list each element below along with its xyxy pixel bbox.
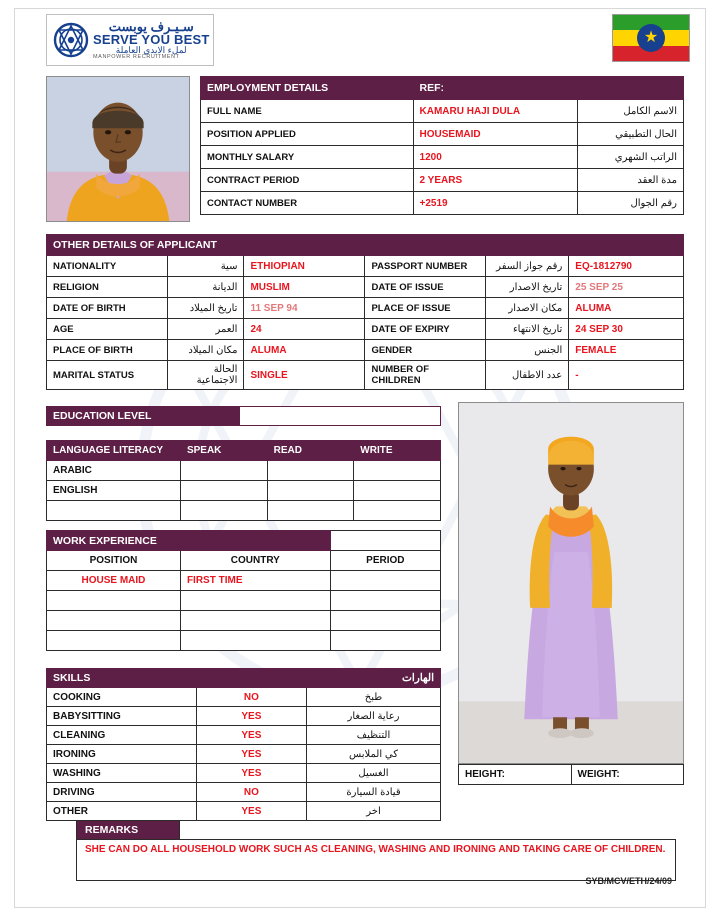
work-experience-table	[46, 530, 441, 651]
employment-details-table	[200, 76, 684, 215]
applicant-full-body-photo	[458, 402, 684, 764]
other-value-place-of-issue: ALUMA	[569, 298, 684, 319]
other-label-passport-number: PASSPORT NUMBER	[365, 256, 486, 277]
table-row	[47, 298, 684, 319]
table-row	[47, 783, 441, 802]
skill-arabic-babysitting: رعاية الصغار	[307, 707, 441, 726]
employment-arabic-position: الحال التطبيقي	[577, 123, 683, 146]
other-arabic-gender: الجنس	[486, 340, 569, 361]
other-value-date-of-expiry: 24 SEP 30	[569, 319, 684, 340]
other-details-title-blank	[365, 235, 684, 256]
skill-arabic-ironing: كي الملابس	[307, 745, 441, 764]
employment-label-salary: MONTHLY SALARY	[201, 146, 414, 169]
other-label-place-of-birth: PLACE OF BIRTH	[47, 340, 168, 361]
skill-label-driving: DRIVING	[47, 783, 197, 802]
employment-value-full-name: KAMARU HAJI DULA	[413, 100, 577, 123]
skill-value-cleaning: YES	[196, 726, 306, 745]
other-arabic-place-of-issue: مكان الاصدار	[486, 298, 569, 319]
employment-arabic-salary: الراتب الشهري	[577, 146, 683, 169]
language-header-row	[47, 441, 441, 461]
work-row-2-period	[330, 611, 440, 631]
language-column-speak: SPEAK	[180, 441, 267, 461]
language-english-speak	[180, 481, 267, 501]
other-arabic-date-of-issue: تاريخ الاصدار	[486, 277, 569, 298]
language-name-english: ENGLISH	[47, 481, 181, 501]
other-value-place-of-birth: ALUMA	[244, 340, 365, 361]
language-name-arabic: ARABIC	[47, 461, 181, 481]
skill-value-washing: YES	[196, 764, 306, 783]
other-details-title: OTHER DETAILS OF APPLICANT	[47, 235, 365, 256]
table-row	[47, 277, 684, 298]
table-row	[201, 169, 684, 192]
language-blank-write	[354, 501, 441, 521]
skill-label-washing: WASHING	[47, 764, 197, 783]
employment-title: EMPLOYMENT DETAILS	[201, 77, 414, 100]
other-label-date-of-birth: DATE OF BIRTH	[47, 298, 168, 319]
globe-icon	[51, 20, 91, 60]
remarks-section	[76, 820, 676, 881]
work-row-0-country: FIRST TIME	[180, 571, 330, 591]
skill-arabic-cleaning: التنظيف	[307, 726, 441, 745]
table-row	[201, 123, 684, 146]
table-row	[47, 501, 441, 521]
employment-ref-value	[577, 77, 683, 100]
document-header	[30, 14, 690, 72]
remarks-title: REMARKS	[76, 820, 180, 839]
height-label: HEIGHT:	[459, 765, 572, 785]
education-level-table	[46, 406, 441, 426]
table-row	[201, 100, 684, 123]
education-header-row	[47, 407, 441, 426]
work-row-0-position: HOUSE MAID	[47, 571, 181, 591]
work-column-country: COUNTRY	[180, 551, 330, 571]
employment-label-position: POSITION APPLIED	[201, 123, 414, 146]
other-arabic-marital-status: الحالة الاجتماعية	[168, 361, 244, 390]
table-row	[47, 611, 441, 631]
table-row	[47, 319, 684, 340]
table-row	[47, 340, 684, 361]
other-label-religion: RELIGION	[47, 277, 168, 298]
work-header-row	[47, 531, 441, 551]
employment-value-contact: +2519	[413, 192, 577, 215]
work-row-2-country	[180, 611, 330, 631]
other-label-age: AGE	[47, 319, 168, 340]
table-row	[47, 631, 441, 651]
other-arabic-date-of-birth: تاريخ الميلاد	[168, 298, 244, 319]
other-label-marital-status: MARITAL STATUS	[47, 361, 168, 390]
language-column-read: READ	[267, 441, 354, 461]
skill-label-babysitting: BABYSITTING	[47, 707, 197, 726]
employment-arabic-contact: رقم الجوال	[577, 192, 683, 215]
table-row	[47, 707, 441, 726]
employment-arabic-full-name: الاسم الكامل	[577, 100, 683, 123]
other-value-marital-status: SINGLE	[244, 361, 365, 390]
skill-arabic-washing: الغسيل	[307, 764, 441, 783]
table-row	[459, 765, 684, 785]
work-column-header	[47, 551, 441, 571]
skill-value-other: YES	[196, 802, 306, 821]
skill-value-cooking: NO	[196, 688, 306, 707]
table-row	[47, 745, 441, 764]
other-arabic-passport-number: رقم جواز السفر	[486, 256, 569, 277]
other-label-number-of-children: NUMBER OF CHILDREN	[365, 361, 486, 390]
other-label-place-of-issue: PLACE OF ISSUE	[365, 298, 486, 319]
language-literacy-table	[46, 440, 441, 521]
other-label-gender: GENDER	[365, 340, 486, 361]
employment-value-salary: 1200	[413, 146, 577, 169]
other-value-religion: MUSLIM	[244, 277, 365, 298]
skill-arabic-driving: قيادة السيارة	[307, 783, 441, 802]
table-row	[47, 764, 441, 783]
table-row	[47, 688, 441, 707]
other-label-date-of-expiry: DATE OF EXPIRY	[365, 319, 486, 340]
other-arabic-age: العمر	[168, 319, 244, 340]
employment-label-contact: CONTACT NUMBER	[201, 192, 414, 215]
skills-header-row	[47, 669, 441, 688]
logo-arabic-top: سـيـرف يوبست	[108, 18, 194, 34]
work-column-period: PERIOD	[330, 551, 440, 571]
table-row	[201, 146, 684, 169]
employment-arabic-contract: مدة العقد	[577, 169, 683, 192]
table-row	[47, 461, 441, 481]
work-title-blank2	[330, 531, 440, 551]
other-value-nationality: ETHIOPIAN	[244, 256, 365, 277]
other-arabic-place-of-birth: مكان الميلاد	[168, 340, 244, 361]
employment-label-full-name: FULL NAME	[201, 100, 414, 123]
table-row	[47, 571, 441, 591]
work-row-1-position	[47, 591, 181, 611]
employment-label-contract: CONTRACT PERIOD	[201, 169, 414, 192]
measurements-table	[458, 764, 684, 785]
table-row	[47, 361, 684, 390]
language-arabic-read	[267, 461, 354, 481]
work-row-0-period	[330, 571, 440, 591]
work-row-1-country	[180, 591, 330, 611]
skills-title-blank	[196, 669, 306, 688]
language-title: LANGUAGE LITERACY	[47, 441, 181, 461]
employment-ref-label: REF:	[413, 77, 577, 100]
other-label-nationality: NATIONALITY	[47, 256, 168, 277]
skill-label-other: OTHER	[47, 802, 197, 821]
language-column-write: WRITE	[354, 441, 441, 461]
education-value	[240, 407, 441, 426]
work-row-3-period	[330, 631, 440, 651]
employment-value-position: HOUSEMAID	[413, 123, 577, 146]
work-row-3-country	[180, 631, 330, 651]
table-row	[47, 726, 441, 745]
employment-value-contract: 2 YEARS	[413, 169, 577, 192]
work-title: WORK EXPERIENCE	[47, 531, 181, 551]
skill-label-cooking: COOKING	[47, 688, 197, 707]
other-value-passport-number: EQ-1812790	[569, 256, 684, 277]
table-row	[47, 591, 441, 611]
other-value-date-of-issue: 25 SEP 25	[569, 277, 684, 298]
company-logo	[46, 14, 214, 66]
skill-arabic-cooking: طبخ	[307, 688, 441, 707]
work-column-position: POSITION	[47, 551, 181, 571]
logo-arabic-sub: لملء الايدي العاملة	[115, 44, 187, 55]
other-value-date-of-birth: 11 SEP 94	[244, 298, 365, 319]
other-value-gender: FEMALE	[569, 340, 684, 361]
skill-label-ironing: IRONING	[47, 745, 197, 764]
other-value-age: 24	[244, 319, 365, 340]
applicant-passport-photo	[46, 76, 190, 222]
skill-arabic-other: اخر	[307, 802, 441, 821]
other-arabic-number-of-children: عدد الاطفال	[486, 361, 569, 390]
work-row-3-position	[47, 631, 181, 651]
language-english-write	[354, 481, 441, 501]
table-row	[47, 481, 441, 501]
skills-title: SKILLS	[47, 669, 197, 688]
language-arabic-speak	[180, 461, 267, 481]
other-details-table	[46, 234, 684, 390]
work-row-2-position	[47, 611, 181, 631]
table-row	[201, 192, 684, 215]
other-label-date-of-issue: DATE OF ISSUE	[365, 277, 486, 298]
remarks-text: SHE CAN DO ALL HOUSEHOLD WORK SUCH AS CLEANING, WASHING AND IRONING AND TAKING CARE OF CHILDREN.	[76, 839, 676, 881]
skill-value-ironing: YES	[196, 745, 306, 764]
work-title-blank1	[180, 531, 330, 551]
employment-details-header	[201, 77, 684, 100]
language-arabic-write	[354, 461, 441, 481]
other-details-header	[47, 235, 684, 256]
logo-subtitle: MANPOWER RECRUITMENT	[93, 53, 180, 60]
education-title: EDUCATION LEVEL	[47, 407, 240, 426]
skills-title-arabic: الهارات	[307, 669, 441, 688]
skills-table	[46, 668, 441, 821]
work-row-1-period	[330, 591, 440, 611]
ethiopia-flag-icon: ★	[612, 14, 690, 62]
logo-title: SERVE YOU BEST	[93, 31, 210, 47]
other-arabic-nationality: سية	[168, 256, 244, 277]
language-blank-read	[267, 501, 354, 521]
table-row	[47, 256, 684, 277]
other-arabic-date-of-expiry: تاريخ الانتهاء	[486, 319, 569, 340]
skill-value-babysitting: YES	[196, 707, 306, 726]
weight-label: WEIGHT:	[571, 765, 684, 785]
other-value-number-of-children: -	[569, 361, 684, 390]
language-blank-speak	[180, 501, 267, 521]
table-row	[47, 802, 441, 821]
language-english-read	[267, 481, 354, 501]
language-name-blank	[47, 501, 181, 521]
other-arabic-religion: الديانة	[168, 277, 244, 298]
skill-value-driving: NO	[196, 783, 306, 802]
footer-ref-code: SYB/MCV/ETH/24/09	[585, 876, 672, 886]
skill-label-cleaning: CLEANING	[47, 726, 197, 745]
